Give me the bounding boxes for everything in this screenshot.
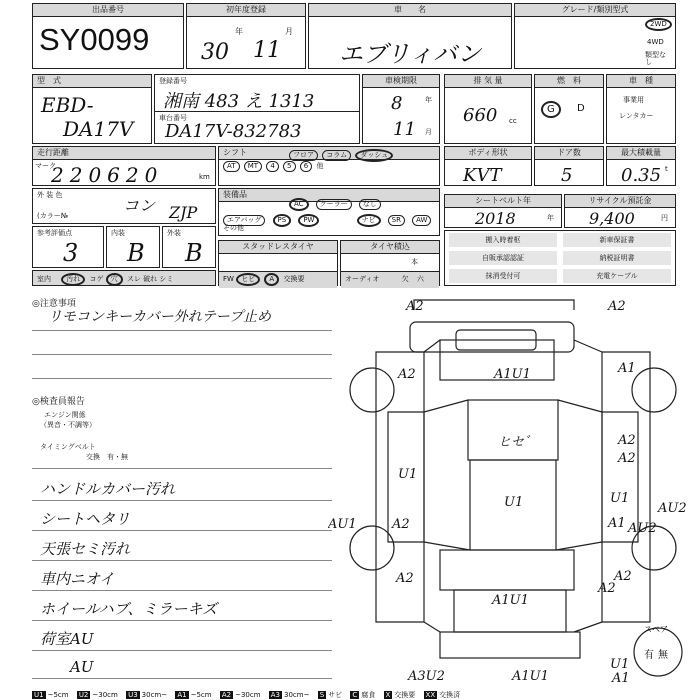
report-item-5: ホイールハブ、ミラーキズ: [40, 600, 218, 618]
equip-none: なし: [359, 199, 381, 210]
color-value: コン: [123, 196, 156, 215]
seatbelt-value: 2018: [475, 209, 516, 228]
shift-gear-6: 6: [300, 161, 312, 172]
equip-pw: PW: [298, 214, 319, 227]
plate-label: 登録番号: [159, 77, 187, 85]
fuel-label: 燃 料: [535, 75, 603, 88]
color-code: ZJP: [169, 203, 198, 222]
tire-six: 六: [416, 275, 424, 283]
inspection-year-unit: 年: [425, 96, 432, 104]
equip-aw: AW: [412, 215, 431, 226]
usage-opt1: 事業用: [623, 96, 644, 104]
report-item-4: 車内ニオイ: [40, 570, 115, 588]
seatbelt-box: [444, 194, 562, 228]
mark-20: A1U1: [512, 669, 549, 684]
equip-sr: SR: [388, 215, 405, 226]
legend-key-4: A1: [177, 691, 187, 699]
mark-17: AU2: [628, 521, 657, 536]
studless-box: [218, 240, 338, 286]
plate-value: 湘南 483 え 1313: [163, 91, 315, 112]
mark-10: A2: [392, 517, 410, 532]
equip-airbag: エアバッグ: [223, 215, 265, 226]
room-scuff: スレ: [126, 275, 141, 283]
legend-val-7: サビ: [328, 691, 343, 699]
legend-key-5: A2: [221, 691, 232, 699]
body-type-box: [444, 146, 532, 186]
usage-label: 車 種: [607, 75, 675, 88]
doors-box: [534, 146, 604, 186]
report-item-6: 荷室AU: [40, 630, 94, 648]
mark-5: A1U1: [494, 367, 531, 382]
equip-ps: PS: [273, 214, 292, 227]
doc-item-1: 搬入時着枢: [449, 233, 557, 247]
studless-fw: FW: [223, 275, 234, 283]
capacity-value: 0.35: [621, 165, 662, 186]
reg-month-value: 11: [253, 38, 281, 63]
displacement-value: 660: [463, 105, 498, 126]
report-item-2: シートヘタリ: [40, 510, 131, 528]
lot-number-label: 出品番号: [33, 4, 183, 17]
room-label: 室内: [37, 275, 51, 283]
room-box: [32, 270, 216, 286]
color-box: [32, 188, 216, 224]
studless-a: A: [264, 273, 279, 286]
first-registration-label: 初年度登録: [187, 4, 305, 17]
displacement-unit: cc: [509, 117, 517, 125]
reg-year-unit: 年: [235, 27, 243, 36]
documents-box: [444, 230, 676, 286]
legend-val-8: 腐食: [361, 691, 376, 699]
interior-label: 内装: [111, 229, 125, 237]
recycle-value: 9,400: [589, 209, 635, 228]
model-type-box: [32, 74, 152, 144]
tire-missing: 欠: [401, 275, 409, 283]
mark-13: U1: [504, 495, 524, 510]
equipment-label: 装備品: [219, 189, 439, 202]
legend-val-2: ~30cm: [92, 691, 118, 699]
timing-label: タイミングベルト: [40, 443, 96, 451]
recycle-unit: 円: [661, 214, 668, 222]
lot-number-box: [32, 3, 184, 69]
notes-label: ◎注意事項: [32, 299, 76, 309]
report-item-3: 天張セミ汚れ: [40, 540, 131, 558]
mark-3: A1: [618, 361, 636, 376]
inspection-label: 車検期限: [363, 75, 439, 88]
fuel-g: G: [541, 101, 561, 118]
mark-12: A2: [396, 571, 414, 586]
damage-legend: [32, 690, 700, 700]
doc-item-5: 抹消受付可: [449, 269, 557, 283]
engine-label: エンジン関係: [44, 411, 86, 419]
equip-other: その他: [223, 224, 244, 232]
usage-box: [606, 74, 676, 144]
shift-column: コラム: [322, 150, 351, 161]
mileage-label: 走行距離: [33, 147, 215, 160]
room-tear: 破れ: [143, 275, 158, 283]
equip-cooler: クーラー: [316, 199, 352, 210]
inspection-month: 11: [393, 119, 416, 140]
shift-gear-5: 5: [283, 161, 295, 172]
mark-1: A2: [406, 299, 424, 314]
tire-count-unit: 本: [411, 258, 418, 266]
car-name-label: 車 名: [309, 4, 511, 17]
mark-15: AU2: [658, 501, 687, 516]
equip-navi: ナビ: [357, 214, 381, 227]
report-label: ◎検査員報告: [32, 397, 85, 407]
legend-key-3: U3: [128, 691, 138, 699]
shift-label: シフト: [219, 147, 439, 160]
mark-21: U1: [610, 657, 630, 672]
legend-key-2: U2: [78, 691, 89, 699]
mark-4: A2: [398, 367, 416, 382]
tire-label: タイヤ積込: [341, 241, 439, 254]
doc-item-4: 納税証明書: [563, 251, 671, 265]
mileage-value: 220620: [51, 163, 164, 187]
studless-replace: 交換要: [283, 275, 305, 283]
tire-box: [340, 240, 440, 286]
mileage-mark: マーク: [35, 162, 56, 170]
legend-val-5: ~30cm: [235, 691, 261, 699]
room-burn: コゲ: [89, 275, 104, 283]
doc-item-2: 新車保証書: [563, 233, 671, 247]
seatbelt-unit: 年: [547, 214, 554, 222]
grade-label: グレード/類別型式: [515, 4, 675, 17]
timing-value: 交換 有・無: [86, 453, 128, 461]
interior-box: [106, 226, 160, 268]
report-item-7: AU: [40, 658, 94, 676]
legend-key-1: U1: [34, 691, 44, 699]
legend-val-10: 交換済: [439, 691, 461, 699]
lot-number-value: SY0099: [39, 22, 150, 57]
inspection-month-unit: 月: [425, 128, 432, 136]
grade-other: 類型なし: [645, 51, 666, 66]
model-type-line2: DA17V: [63, 117, 134, 141]
mark-23: A3U2: [408, 669, 445, 684]
body-type-value: KVT: [463, 165, 502, 186]
exterior-box: [162, 226, 216, 268]
shift-at: AT: [223, 161, 240, 172]
mark-18: A2: [598, 581, 616, 596]
room-hole: 穴: [106, 273, 123, 286]
legend-key-6: A3: [270, 691, 281, 699]
seatbelt-label: シートベルト年: [445, 195, 561, 208]
report-item-1: ハンドルカバー汚れ: [40, 480, 176, 498]
vehicle-damage-diagram: [328, 292, 700, 684]
displacement-box: [444, 74, 532, 144]
grade-box: [514, 3, 676, 69]
doc-item-6: 充電ケーブル: [563, 269, 671, 283]
shift-floor: フロア: [289, 150, 318, 161]
inspection-box: [362, 74, 440, 144]
mark-7: A2: [618, 433, 636, 448]
plate-box: [154, 74, 360, 144]
doors-value: 5: [561, 165, 573, 186]
shift-gear-unit: 他: [316, 162, 324, 170]
score-label: 参考評価点: [37, 229, 72, 237]
capacity-unit: t: [665, 165, 668, 173]
mark-19: A1U1: [492, 593, 529, 608]
legend-key-7: S: [319, 691, 325, 699]
legend-key-10: XX: [425, 691, 436, 699]
mark-8: A2: [618, 451, 636, 466]
shift-dash: ダッシュ: [355, 149, 393, 162]
color-label: 外 装 色: [37, 191, 63, 199]
mark-9: A1: [608, 516, 626, 531]
doc-item-3: 自販承認認証: [449, 251, 557, 265]
capacity-label: 最大積載量: [607, 147, 675, 160]
equipment-box: [218, 188, 440, 236]
mark-11: U1: [610, 491, 630, 506]
first-registration-box: [186, 3, 306, 69]
body-type-label: ボディ形状: [445, 147, 531, 160]
mark-14: AU1: [328, 517, 357, 532]
inspection-year: 8: [391, 93, 403, 114]
center-text: ヒセ゛: [498, 435, 538, 450]
studless-label: スタッドレスタイヤ: [219, 241, 337, 254]
frame-value: DA17V-832783: [165, 121, 302, 142]
grade-4wd: 4WD: [647, 38, 664, 46]
spare-no: 無: [658, 650, 668, 661]
legend-val-3: 30cm~: [141, 691, 168, 699]
mark-22: A1: [612, 671, 630, 684]
color-sub: (カラー№: [37, 212, 69, 220]
recycle-label: リサイクル預託金: [565, 195, 675, 208]
score-value: 3: [63, 239, 79, 267]
car-name-box: [308, 3, 512, 69]
room-stain: シミ: [159, 275, 174, 283]
tire-audio: オーディオ: [345, 275, 380, 283]
displacement-label: 排 気 量: [445, 75, 531, 88]
studless-crack: ヒビ: [236, 273, 260, 286]
room-dirty: 汚れ: [61, 273, 85, 286]
engine-sub: （異音・不調等）: [40, 421, 96, 429]
shift-mt: MT: [244, 161, 262, 172]
model-type-label: 型 式: [33, 75, 151, 88]
model-type-line1: EBD-: [41, 93, 94, 117]
mileage-unit: km: [199, 173, 210, 181]
exterior-label: 外装: [167, 229, 181, 237]
fuel-box: [534, 74, 604, 144]
mark-2: A2: [608, 299, 626, 314]
recycle-box: [564, 194, 676, 228]
capacity-box: [606, 146, 676, 186]
shift-gear-4: 4: [266, 161, 278, 172]
legend-val-4: ~5cm: [190, 691, 212, 699]
equip-ac: AC: [289, 198, 309, 211]
legend-key-9: X: [385, 691, 391, 699]
shift-box: [218, 146, 440, 186]
doors-label: ドア数: [535, 147, 603, 160]
frame-label: 車台番号: [159, 114, 187, 122]
reg-month-unit: 月: [285, 27, 293, 36]
mark-6: U1: [398, 467, 418, 482]
grade-2wd: 2WD: [645, 18, 672, 31]
reg-year-value: 30: [201, 40, 229, 65]
score-box: [32, 226, 104, 268]
mark-16: A2: [614, 569, 632, 584]
legend-val-6: 30cm~: [284, 691, 310, 699]
fuel-d: D: [577, 103, 585, 114]
notes-text: リモコンキーカバー外れテープ止め: [48, 309, 272, 325]
car-name-value: エブリィバン: [339, 40, 482, 68]
interior-value: B: [127, 239, 145, 267]
legend-val-1: ~5cm: [47, 691, 69, 699]
legend-val-9: 交換要: [394, 691, 416, 699]
mileage-box: [32, 146, 216, 186]
spare-label: スペア: [644, 625, 668, 634]
usage-opt2: レンタカー: [619, 112, 654, 120]
exterior-value: B: [185, 239, 203, 267]
spare-yes: 有: [644, 650, 654, 661]
legend-key-8: C: [352, 691, 358, 699]
